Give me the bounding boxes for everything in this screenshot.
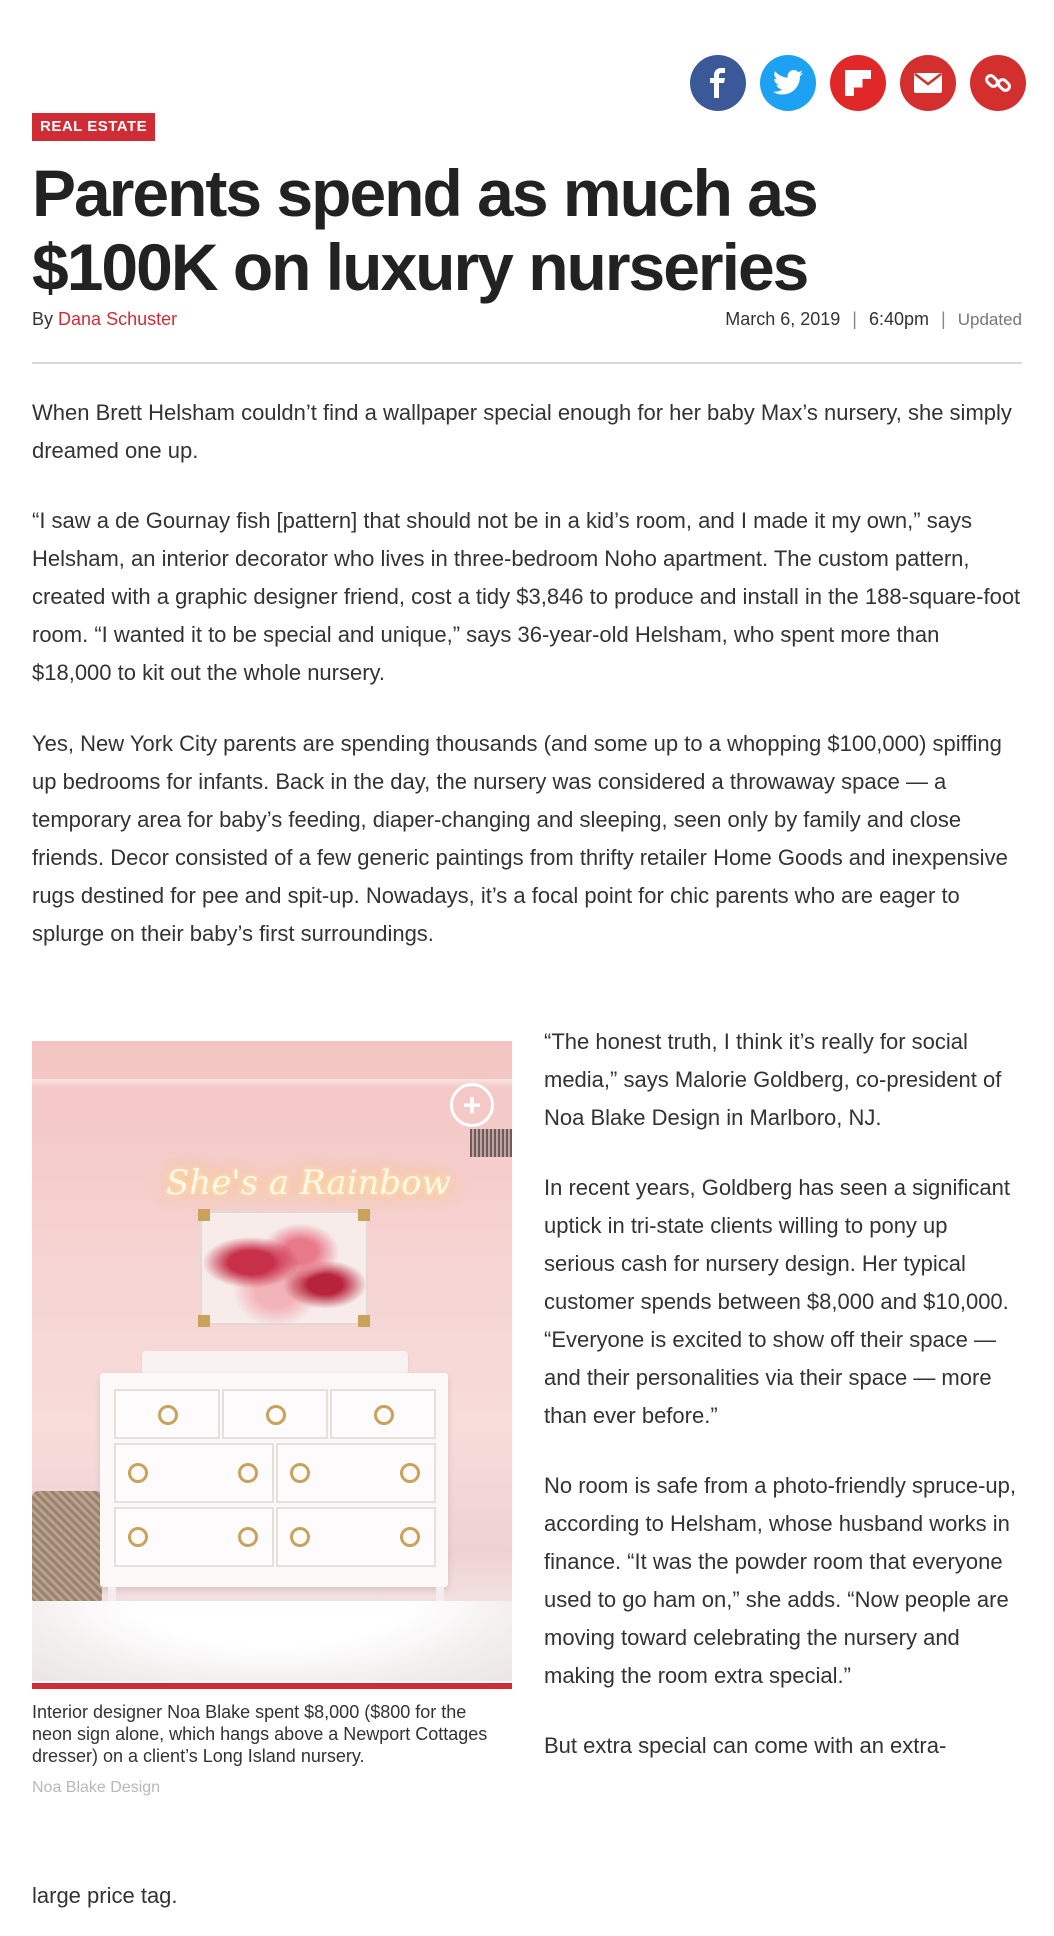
byline-prefix: By <box>32 309 54 329</box>
neon-sign: She's a Rainbow <box>166 1163 451 1203</box>
paragraph: No room is safe from a photo-friendly spruce-up, according to Helsham, whose husband works in finance. “It was the powder room that everyone used to go ham on,” she adds. “Now people are moving toward celebrating the nursery and making the room extra special.” <box>544 1473 1016 1688</box>
drawer-knob <box>400 1527 420 1547</box>
photo-credit: Noa Blake Design <box>32 1779 161 1796</box>
dresser-drawer <box>222 1389 328 1439</box>
meta-separator: | <box>852 309 857 329</box>
header-divider <box>32 362 1022 364</box>
frame-corner <box>358 1209 370 1221</box>
drawer-knob <box>266 1405 286 1425</box>
article-meta <box>725 309 1022 330</box>
share-bar <box>690 55 1026 111</box>
updated-label[interactable]: Updated <box>957 309 1022 329</box>
dresser-drawer <box>330 1389 436 1439</box>
drawer-knob <box>400 1463 420 1483</box>
paragraph: When Brett Helsham couldn’t find a wallpaper special enough for her baby Max’s nursery, she simply dreamed one up. <box>32 400 1012 463</box>
meta-separator: | <box>941 309 946 329</box>
drawer-knob <box>128 1527 148 1547</box>
headline: Parents spend as much as $100K on luxury nurseries <box>32 156 817 304</box>
drawer-knob <box>158 1405 178 1425</box>
dresser-drawer <box>114 1389 220 1439</box>
dresser-drawer <box>276 1507 436 1567</box>
paragraph: But extra special can come with an extra- <box>544 1733 947 1758</box>
nursery-photo[interactable] <box>32 1041 512 1681</box>
paragraph: “I saw a de Gournay fish [pattern] that should not be in a kid’s room, and I made it my own,” says Helsham, an interior decorator who lives in three-bedroom Noho apartment. The custom pattern, created with a graphic designer friend, cost a tidy $3,846 to produce and install in the 188-square-foot room. “I wanted it to be special and unique,” says 36-year-old Helsham, who spent more than $18,000 to kit out the whole nursery. <box>32 508 1021 685</box>
paragraph-continuation: large price tag. <box>32 1883 178 1908</box>
drawer-knob <box>238 1463 258 1483</box>
drawer-knob <box>238 1527 258 1547</box>
wall-vent <box>470 1129 512 1157</box>
plus-circle-icon[interactable]: + <box>450 1083 494 1127</box>
publish-date: March 6, 2019 <box>725 309 841 329</box>
dresser-drawer <box>114 1507 274 1567</box>
photo-caption: Interior designer Noa Blake spent $8,000 ($800 for the neon sign alone, which hangs above a Newport Cottages dresser) on a client’s Long Island nursery. <box>32 1702 488 1766</box>
flipboard-icon[interactable] <box>830 55 886 111</box>
shag-rug <box>32 1601 512 1681</box>
paragraph: In recent years, Goldberg has seen a significant uptick in tri-state clients willing to pony up serious cash for nursery design. Her typical customer spends between $8,000 and $10,000. “Everyone is excited to show off their space — and their personalities via their space — more than ever before.” <box>544 1175 1010 1428</box>
twitter-icon[interactable] <box>760 55 816 111</box>
email-icon[interactable] <box>900 55 956 111</box>
drawer-knob <box>290 1527 310 1547</box>
article-figure <box>32 1041 512 1797</box>
author-link[interactable]: Dana Schuster <box>58 309 178 329</box>
facebook-icon[interactable] <box>690 55 746 111</box>
caption-divider <box>32 1683 512 1689</box>
link-icon[interactable] <box>970 55 1026 111</box>
section-tag[interactable]: REAL ESTATE <box>32 113 155 141</box>
publish-time: 6:40pm <box>868 309 930 329</box>
drawer-knob <box>374 1405 394 1425</box>
frame-corner <box>198 1315 210 1327</box>
frame-corner <box>358 1315 370 1327</box>
woven-basket <box>32 1491 102 1601</box>
byline <box>32 309 177 330</box>
paragraph: “The honest truth, I think it’s really for social media,” says Malorie Goldberg, co-president of Noa Blake Design in Marlboro, NJ. <box>544 1029 1002 1130</box>
right-column <box>544 1023 1024 1797</box>
dresser-drawer <box>276 1443 436 1503</box>
dresser-drawer <box>114 1443 274 1503</box>
frame-corner <box>198 1209 210 1221</box>
drawer-knob <box>290 1463 310 1483</box>
crown-molding <box>32 1079 512 1089</box>
paragraph: Yes, New York City parents are spending thousands (and some up to a whopping $100,000) spiffing up bedrooms for infants. Back in the day, the nursery was considered a throwaway space — a temporary area for baby’s feeding, diaper-changing and sleeping, seen only by family and close friends. Decor consisted of a few generic paintings from thrifty retailer Home Goods and inexpensive rugs destined for pee and spit-up. Nowadays, it’s a focal point for chic parents who are eager to splurge on their baby’s first surroundings. <box>32 731 1008 946</box>
changing-pad <box>142 1351 408 1375</box>
white-dresser <box>100 1373 448 1587</box>
floral-artwork <box>200 1211 368 1325</box>
drawer-knob <box>128 1463 148 1483</box>
